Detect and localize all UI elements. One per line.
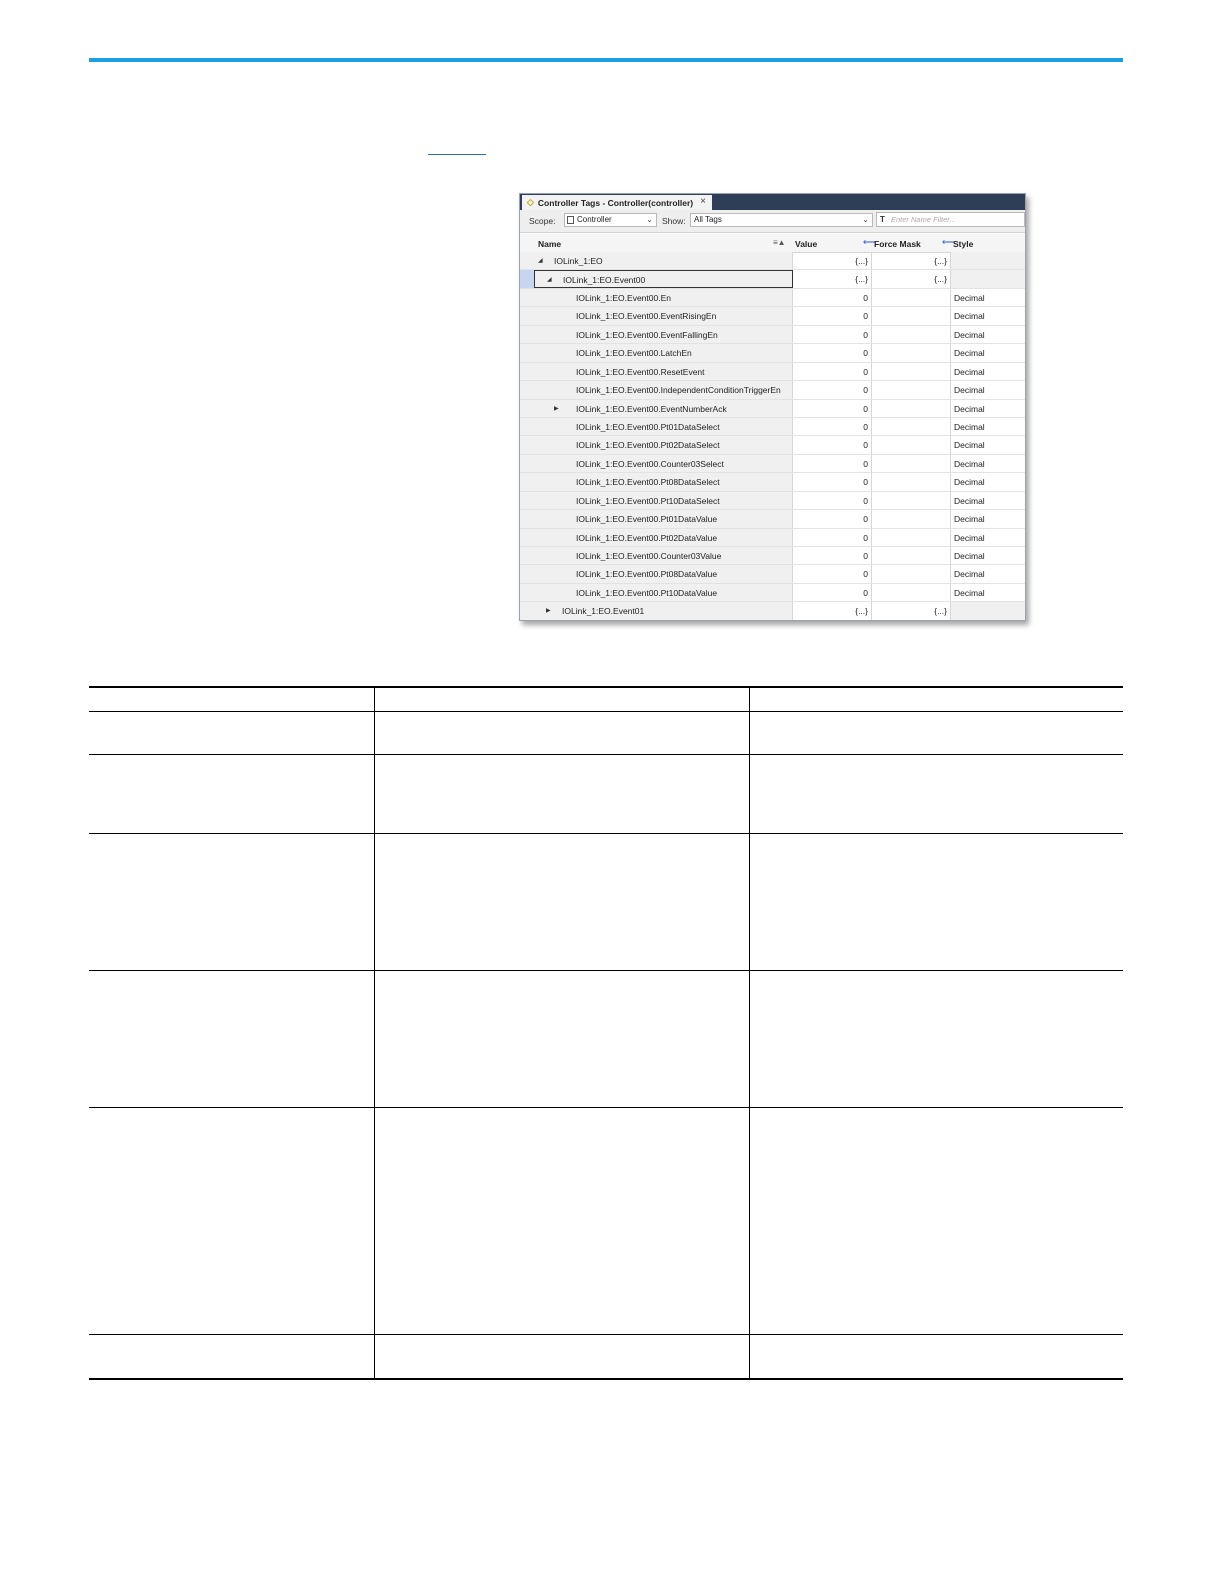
value-cell[interactable]: 0 xyxy=(793,344,872,361)
name-cell[interactable] xyxy=(534,418,793,435)
row-gutter[interactable] xyxy=(520,400,534,417)
value-cell[interactable]: 0 xyxy=(793,492,872,509)
table-row[interactable] xyxy=(520,565,1025,583)
tag-toolbar xyxy=(520,210,1025,233)
value-cell[interactable]: 0 xyxy=(793,289,872,306)
style-cell[interactable] xyxy=(951,602,1025,619)
force-mask-cell[interactable] xyxy=(872,363,951,380)
value-cell[interactable]: 0 xyxy=(793,363,872,380)
tag-grid xyxy=(520,252,1025,621)
force-mask-cell[interactable] xyxy=(872,473,951,490)
table-row[interactable] xyxy=(520,363,1025,381)
table-column-divider xyxy=(374,686,375,1380)
value-cell[interactable]: 0 xyxy=(793,584,872,601)
force-mask-cell[interactable] xyxy=(872,436,951,453)
name-cell[interactable] xyxy=(534,381,793,398)
row-gutter[interactable] xyxy=(520,510,534,527)
row-gutter[interactable] xyxy=(520,529,534,546)
force-mask-cell[interactable] xyxy=(872,307,951,324)
row-gutter[interactable] xyxy=(520,307,534,324)
force-mask-cell[interactable] xyxy=(872,418,951,435)
table-row[interactable] xyxy=(520,344,1025,362)
row-gutter[interactable] xyxy=(520,602,534,619)
table-row[interactable] xyxy=(520,326,1025,344)
tag-name: IOLink_1:EO.Event00.Pt10DataSelect xyxy=(576,495,720,506)
style-cell[interactable]: Decimal xyxy=(954,421,985,432)
table-row[interactable] xyxy=(520,381,1025,399)
table-row[interactable] xyxy=(520,400,1025,418)
name-cell[interactable] xyxy=(534,363,793,380)
row-gutter[interactable] xyxy=(520,381,534,398)
style-cell[interactable]: Decimal xyxy=(954,495,985,506)
name-cell[interactable] xyxy=(534,270,793,287)
table-row-divider xyxy=(89,1107,1123,1108)
style-cell[interactable]: Decimal xyxy=(954,348,985,359)
style-cell[interactable]: Decimal xyxy=(954,532,985,543)
table-row-divider xyxy=(89,833,1123,834)
table-row[interactable] xyxy=(520,547,1025,565)
expand-triangle-icon[interactable]: ▶ xyxy=(546,608,551,615)
tag-name: IOLink_1:EO.Event00 xyxy=(563,275,646,286)
table-row[interactable] xyxy=(520,252,1025,270)
name-cell[interactable] xyxy=(534,289,793,306)
tag-name: IOLink_1:EO.Event00.Pt01DataSelect xyxy=(576,421,720,432)
name-cell[interactable] xyxy=(534,547,793,564)
name-cell[interactable] xyxy=(534,529,793,546)
row-gutter[interactable] xyxy=(520,455,534,472)
tag-icon: ◇ xyxy=(527,197,534,207)
show-dropdown[interactable] xyxy=(690,213,873,227)
table-row[interactable] xyxy=(520,492,1025,510)
row-gutter[interactable] xyxy=(520,270,534,287)
table-row[interactable] xyxy=(520,584,1025,602)
tag-name: IOLink_1:EO.Event00.Pt08DataSelect xyxy=(576,477,720,488)
force-mask-cell[interactable]: {...} xyxy=(872,252,951,269)
value-cell[interactable]: 0 xyxy=(793,565,872,582)
force-mask-cell[interactable] xyxy=(872,455,951,472)
style-cell[interactable]: Decimal xyxy=(954,385,985,396)
table-row-divider xyxy=(89,754,1123,755)
table-row[interactable] xyxy=(520,529,1025,547)
collapse-triangle-icon[interactable]: ◢ xyxy=(538,258,543,264)
tag-name: IOLink_1:EO.Event00.ResetEvent xyxy=(576,366,705,377)
close-icon[interactable]: × xyxy=(700,196,706,207)
style-cell[interactable]: Decimal xyxy=(954,551,985,561)
name-filter-input[interactable] xyxy=(876,212,1025,227)
table-row[interactable] xyxy=(520,455,1025,473)
column-header-name[interactable]: Name xyxy=(538,239,562,249)
style-cell[interactable]: Decimal xyxy=(954,569,985,580)
tag-name: IOLink_1:EO.Event00.En xyxy=(576,292,671,303)
force-mask-cell[interactable] xyxy=(872,547,951,564)
tag-name: IOLink_1:EO.Event00.Pt08DataValue xyxy=(576,569,718,580)
tab-strip xyxy=(520,194,1025,210)
name-cell[interactable] xyxy=(534,473,793,490)
tag-name: IOLink_1:EO xyxy=(554,256,603,266)
tag-name: IOLink_1:EO.Event00.EventRisingEn xyxy=(576,311,717,322)
table-row[interactable] xyxy=(520,602,1025,620)
force-mask-cell[interactable]: {...} xyxy=(872,602,951,619)
force-mask-cell[interactable] xyxy=(872,344,951,361)
table-row-divider xyxy=(89,970,1123,971)
column-header-style[interactable]: Style xyxy=(953,239,974,249)
tag-name: IOLink_1:EO.Event00.Pt02DataValue xyxy=(576,532,718,543)
tag-name: IOLink_1:EO.Event01 xyxy=(562,606,645,617)
tag-name: IOLink_1:EO.Event00.EventNumberAck xyxy=(576,403,727,414)
name-cell[interactable] xyxy=(534,510,793,527)
cross-reference-link[interactable] xyxy=(428,154,486,155)
scope-label: Scope: xyxy=(529,216,556,226)
force-mask-cell[interactable] xyxy=(872,565,951,582)
filter-icon: T xyxy=(880,215,885,224)
row-gutter[interactable] xyxy=(520,326,534,343)
value-cell[interactable]: {...} xyxy=(793,602,872,619)
tag-name: IOLink_1:EO.Event00.Counter03Value xyxy=(576,551,722,561)
tab-controller-tags[interactable] xyxy=(522,195,712,210)
name-cell[interactable] xyxy=(534,602,793,619)
table-row[interactable] xyxy=(520,307,1025,325)
value-cell[interactable]: {...} xyxy=(793,252,872,269)
row-gutter[interactable] xyxy=(520,436,534,453)
controller-icon xyxy=(567,216,574,224)
tag-name: IOLink_1:EO.Event00.EventFallingEn xyxy=(576,329,718,340)
name-cell[interactable] xyxy=(534,436,793,453)
value-cell[interactable]: 0 xyxy=(793,418,872,435)
tag-name: IOLink_1:EO.Event00.Pt10DataValue xyxy=(576,587,718,598)
force-mask-cell[interactable] xyxy=(872,492,951,509)
expand-triangle-icon[interactable]: ▶ xyxy=(554,405,559,412)
arrow-left-icon: ⟵ xyxy=(942,237,955,247)
row-gutter[interactable] xyxy=(520,289,534,306)
style-cell[interactable]: Decimal xyxy=(954,292,985,303)
row-gutter[interactable] xyxy=(520,252,534,269)
value-cell[interactable]: 0 xyxy=(793,381,872,398)
arrow-left-icon: ⟵ xyxy=(863,237,876,247)
style-cell[interactable]: Decimal xyxy=(954,329,985,340)
style-cell[interactable] xyxy=(951,252,1025,269)
value-cell[interactable]: 0 xyxy=(793,436,872,453)
column-header-force-mask[interactable]: Force Mask xyxy=(874,239,921,249)
chevron-down-icon: ⌄ xyxy=(646,215,653,224)
header-accent-rule xyxy=(89,58,1123,62)
table-row[interactable] xyxy=(520,436,1025,454)
value-cell[interactable]: 0 xyxy=(793,307,872,324)
name-cell[interactable] xyxy=(534,584,793,601)
table-row-divider xyxy=(89,1334,1123,1335)
show-label: Show: xyxy=(662,216,686,226)
name-cell[interactable] xyxy=(534,455,793,472)
force-mask-cell[interactable] xyxy=(872,326,951,343)
table-header-rule xyxy=(89,711,1123,712)
value-cell[interactable]: {...} xyxy=(793,270,872,287)
table-bottom-rule xyxy=(89,1378,1123,1380)
value-cell[interactable]: 0 xyxy=(793,510,872,527)
name-cell[interactable] xyxy=(534,492,793,509)
style-cell[interactable]: Decimal xyxy=(954,440,985,451)
column-header-value[interactable]: Value xyxy=(795,239,818,249)
show-value: All Tags xyxy=(694,215,722,224)
row-gutter[interactable] xyxy=(520,492,534,509)
force-mask-cell[interactable] xyxy=(872,584,951,601)
table-row[interactable] xyxy=(520,473,1025,491)
grid-header xyxy=(520,234,1025,253)
style-cell[interactable]: Decimal xyxy=(954,458,985,469)
table-row[interactable] xyxy=(520,418,1025,436)
row-gutter[interactable] xyxy=(520,344,534,361)
value-cell[interactable]: 0 xyxy=(793,473,872,490)
value-cell[interactable]: 0 xyxy=(793,400,872,417)
tag-name: IOLink_1:EO.Event00.Counter03Select xyxy=(576,458,724,469)
row-gutter[interactable] xyxy=(520,473,534,490)
collapse-triangle-icon[interactable]: ◢ xyxy=(547,277,552,284)
filter-placeholder: Enter Name Filter... xyxy=(891,215,956,224)
controller-tags-window xyxy=(519,193,1026,621)
force-mask-cell[interactable] xyxy=(872,289,951,306)
name-cell[interactable] xyxy=(534,307,793,324)
force-mask-cell[interactable] xyxy=(872,510,951,527)
scope-dropdown[interactable] xyxy=(564,213,657,227)
chevron-down-icon: ⌄ xyxy=(862,215,869,224)
style-cell[interactable]: Decimal xyxy=(954,587,985,598)
tag-name: IOLink_1:EO.Event00.LatchEn xyxy=(576,348,692,359)
style-cell[interactable]: Decimal xyxy=(954,477,985,488)
style-cell[interactable]: Decimal xyxy=(954,403,985,414)
table-row[interactable] xyxy=(520,289,1025,307)
name-cell[interactable] xyxy=(534,326,793,343)
name-cell[interactable] xyxy=(534,344,793,361)
row-gutter[interactable] xyxy=(520,363,534,380)
style-cell[interactable]: Decimal xyxy=(954,311,985,322)
table-column-divider xyxy=(749,686,750,1380)
table-top-rule xyxy=(89,686,1123,688)
row-gutter[interactable] xyxy=(520,584,534,601)
table-row[interactable] xyxy=(520,510,1025,528)
value-cell[interactable]: 0 xyxy=(793,455,872,472)
tab-title: Controller Tags - Controller(controller) xyxy=(537,197,694,208)
row-gutter[interactable] xyxy=(520,565,534,582)
style-cell[interactable] xyxy=(951,270,1025,287)
row-gutter[interactable] xyxy=(520,418,534,435)
force-mask-cell[interactable] xyxy=(872,400,951,417)
tag-name: IOLink_1:EO.Event00.Pt01DataValue xyxy=(576,514,718,525)
force-mask-cell[interactable] xyxy=(872,529,951,546)
style-cell[interactable]: Decimal xyxy=(954,514,985,525)
row-gutter[interactable] xyxy=(520,547,534,564)
force-mask-cell[interactable] xyxy=(872,381,951,398)
name-cell[interactable] xyxy=(534,400,793,417)
value-cell[interactable]: 0 xyxy=(793,547,872,564)
value-cell[interactable]: 0 xyxy=(793,529,872,546)
tag-name: IOLink_1:EO.Event00.IndependentConditionTriggerEn xyxy=(576,385,781,396)
tag-name: IOLink_1:EO.Event00.Pt02DataSelect xyxy=(576,440,720,451)
table-row[interactable] xyxy=(520,270,1025,288)
force-mask-cell[interactable]: {...} xyxy=(872,270,951,287)
name-cell[interactable] xyxy=(534,252,793,269)
name-cell[interactable] xyxy=(534,565,793,582)
sort-icon[interactable]: ≡▲ xyxy=(773,238,786,247)
value-cell[interactable]: 0 xyxy=(793,326,872,343)
style-cell[interactable]: Decimal xyxy=(954,366,985,377)
scope-value: Controller xyxy=(577,215,612,224)
